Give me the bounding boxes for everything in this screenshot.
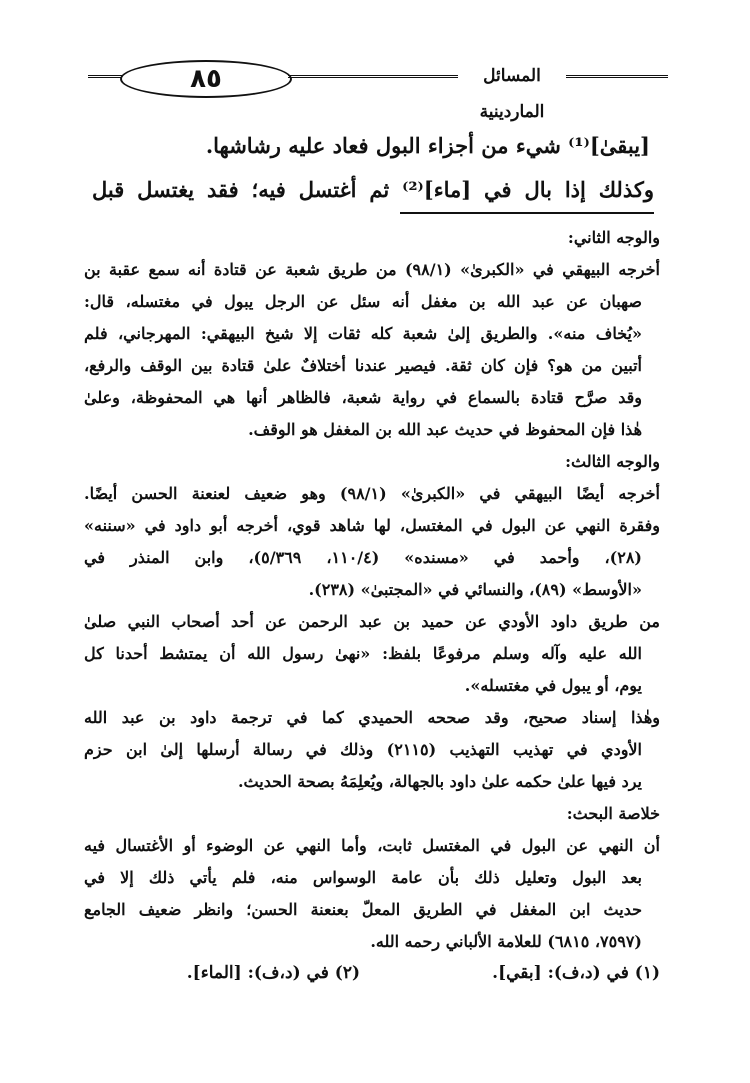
commentary-line: الأودي في تهذيب التهذيب (٢١١٥) وذلك في رسالة أرسلها إلىٰ ابن حزم bbox=[84, 740, 642, 759]
page-number: ٨٥ bbox=[120, 60, 292, 98]
commentary-line: بعد البول وتعليل ذلك بأن عامة الوسواس منه، فلم يأتي ذلك إلا في bbox=[84, 868, 642, 887]
commentary-line: يرد فيها علىٰ حكمه علىٰ داود بالجهالة، ويُعلِمَهُ بصحة الحديث. bbox=[237, 772, 642, 791]
commentary-line: يوم، أو يبول في مغتسله». bbox=[464, 676, 642, 695]
commentary-line: (٧٥٩٧، ٦٨١٥) للعلامة الألباني رحمه الله. bbox=[370, 932, 642, 951]
footnote-2: (٢) في (د،ف): [الماء]. bbox=[186, 963, 360, 983]
commentary-line: أخرجه البيهقي في «الكبرىٰ» (٩٨/١) من طريق شعبة عن قتادة أنه سمع عقبة بن bbox=[84, 260, 660, 279]
main-text-line: وكذلك إذا بال في [ماء]⁽²⁾ ثم أغتسل فيه؛ فقد يغتسل قبل bbox=[92, 177, 654, 202]
commentary-line: الله عليه وآله وسلم مرفوعًا بلفظ: «نهىٰ رسول الله أن يمتشط أحدنا كل bbox=[84, 644, 642, 663]
page-header bbox=[88, 58, 668, 122]
section-heading: والوجه الثالث: bbox=[565, 452, 660, 471]
commentary-line: وهٰذا إسناد صحيح، وقد صححه الحميدي كما في ترجمة داود بن عبد الله bbox=[84, 708, 660, 727]
commentary-line: (٢٨)، وأحمد في «مسنده» (١١٠/٤، ٥/٣٦٩)، وابن المنذر في bbox=[84, 548, 642, 567]
header-rule-middle bbox=[288, 75, 458, 78]
footnotes bbox=[140, 956, 660, 990]
commentary-line: من طريق داود الأودي عن حميد بن عبد الرحمن عن أحد أصحاب النبي صلىٰ bbox=[84, 612, 660, 631]
main-text-line: [يبقىٰ]⁽¹⁾ شيء من أجزاء البول فعاد عليه رشاشها. bbox=[205, 133, 650, 158]
commentary-line: حديث ابن المغفل في الطريق المعلّ بعنعنة الحسن؛ وانظر ضعيف الجامع bbox=[84, 900, 642, 919]
commentary-line: وفقرة النهي عن البول في المغتسل، لها شاهد قوي، أخرجه أبو داود في «سننه» bbox=[84, 516, 660, 535]
commentary-line: صهبان عن عبد الله بن مغفل أنه سئل عن الرجل يبول في مغتسله، قال: bbox=[84, 292, 642, 311]
commentary-line: أن النهي عن البول في المغتسل ثابت، وأما النهي عن الوضوء أو الأغتسال فيه bbox=[84, 836, 660, 855]
section-heading: خلاصة البحث: bbox=[566, 804, 660, 823]
commentary-line: أخرجه أيضًا البيهقي في «الكبرىٰ» (٩٨/١) وهو ضعيف لعنعنة الحسن أيضًا. bbox=[84, 484, 660, 503]
commentary-line: أتبين من هو؟ فإن كان ثقة. فيصير عندنا أختلافٌ علىٰ قتادة بين الوقف والرفع، bbox=[84, 356, 642, 375]
commentary-notes bbox=[84, 222, 660, 958]
commentary-line: هٰذا فإن المحفوظ في حديث عبد الله بن المغفل هو الوقف. bbox=[248, 420, 642, 439]
footnote-1: (١) في (د،ف): [بقي]. bbox=[492, 963, 660, 983]
commentary-line: «الأوسط» (٨٩)، والنسائي في «المجتبىٰ» (٢٣٨). bbox=[308, 580, 642, 599]
main-text bbox=[92, 124, 654, 212]
section-heading: والوجه الثاني: bbox=[567, 228, 660, 247]
header-rule-right bbox=[566, 75, 668, 78]
commentary-line: وقد صرَّح قتادة بالسماع في رواية شعبة، فالظاهر أنها هي المحفوظة، وعلىٰ bbox=[84, 388, 642, 407]
header-rule-left bbox=[88, 75, 122, 78]
commentary-line: «يُخاف منه». والطريق إلىٰ شعبة كله ثقات إلا شيخ البيهقي: المهرجاني، فلم bbox=[84, 324, 642, 343]
footnote-separator bbox=[400, 212, 654, 214]
running-title: المسائل الماردينية bbox=[479, 66, 545, 122]
